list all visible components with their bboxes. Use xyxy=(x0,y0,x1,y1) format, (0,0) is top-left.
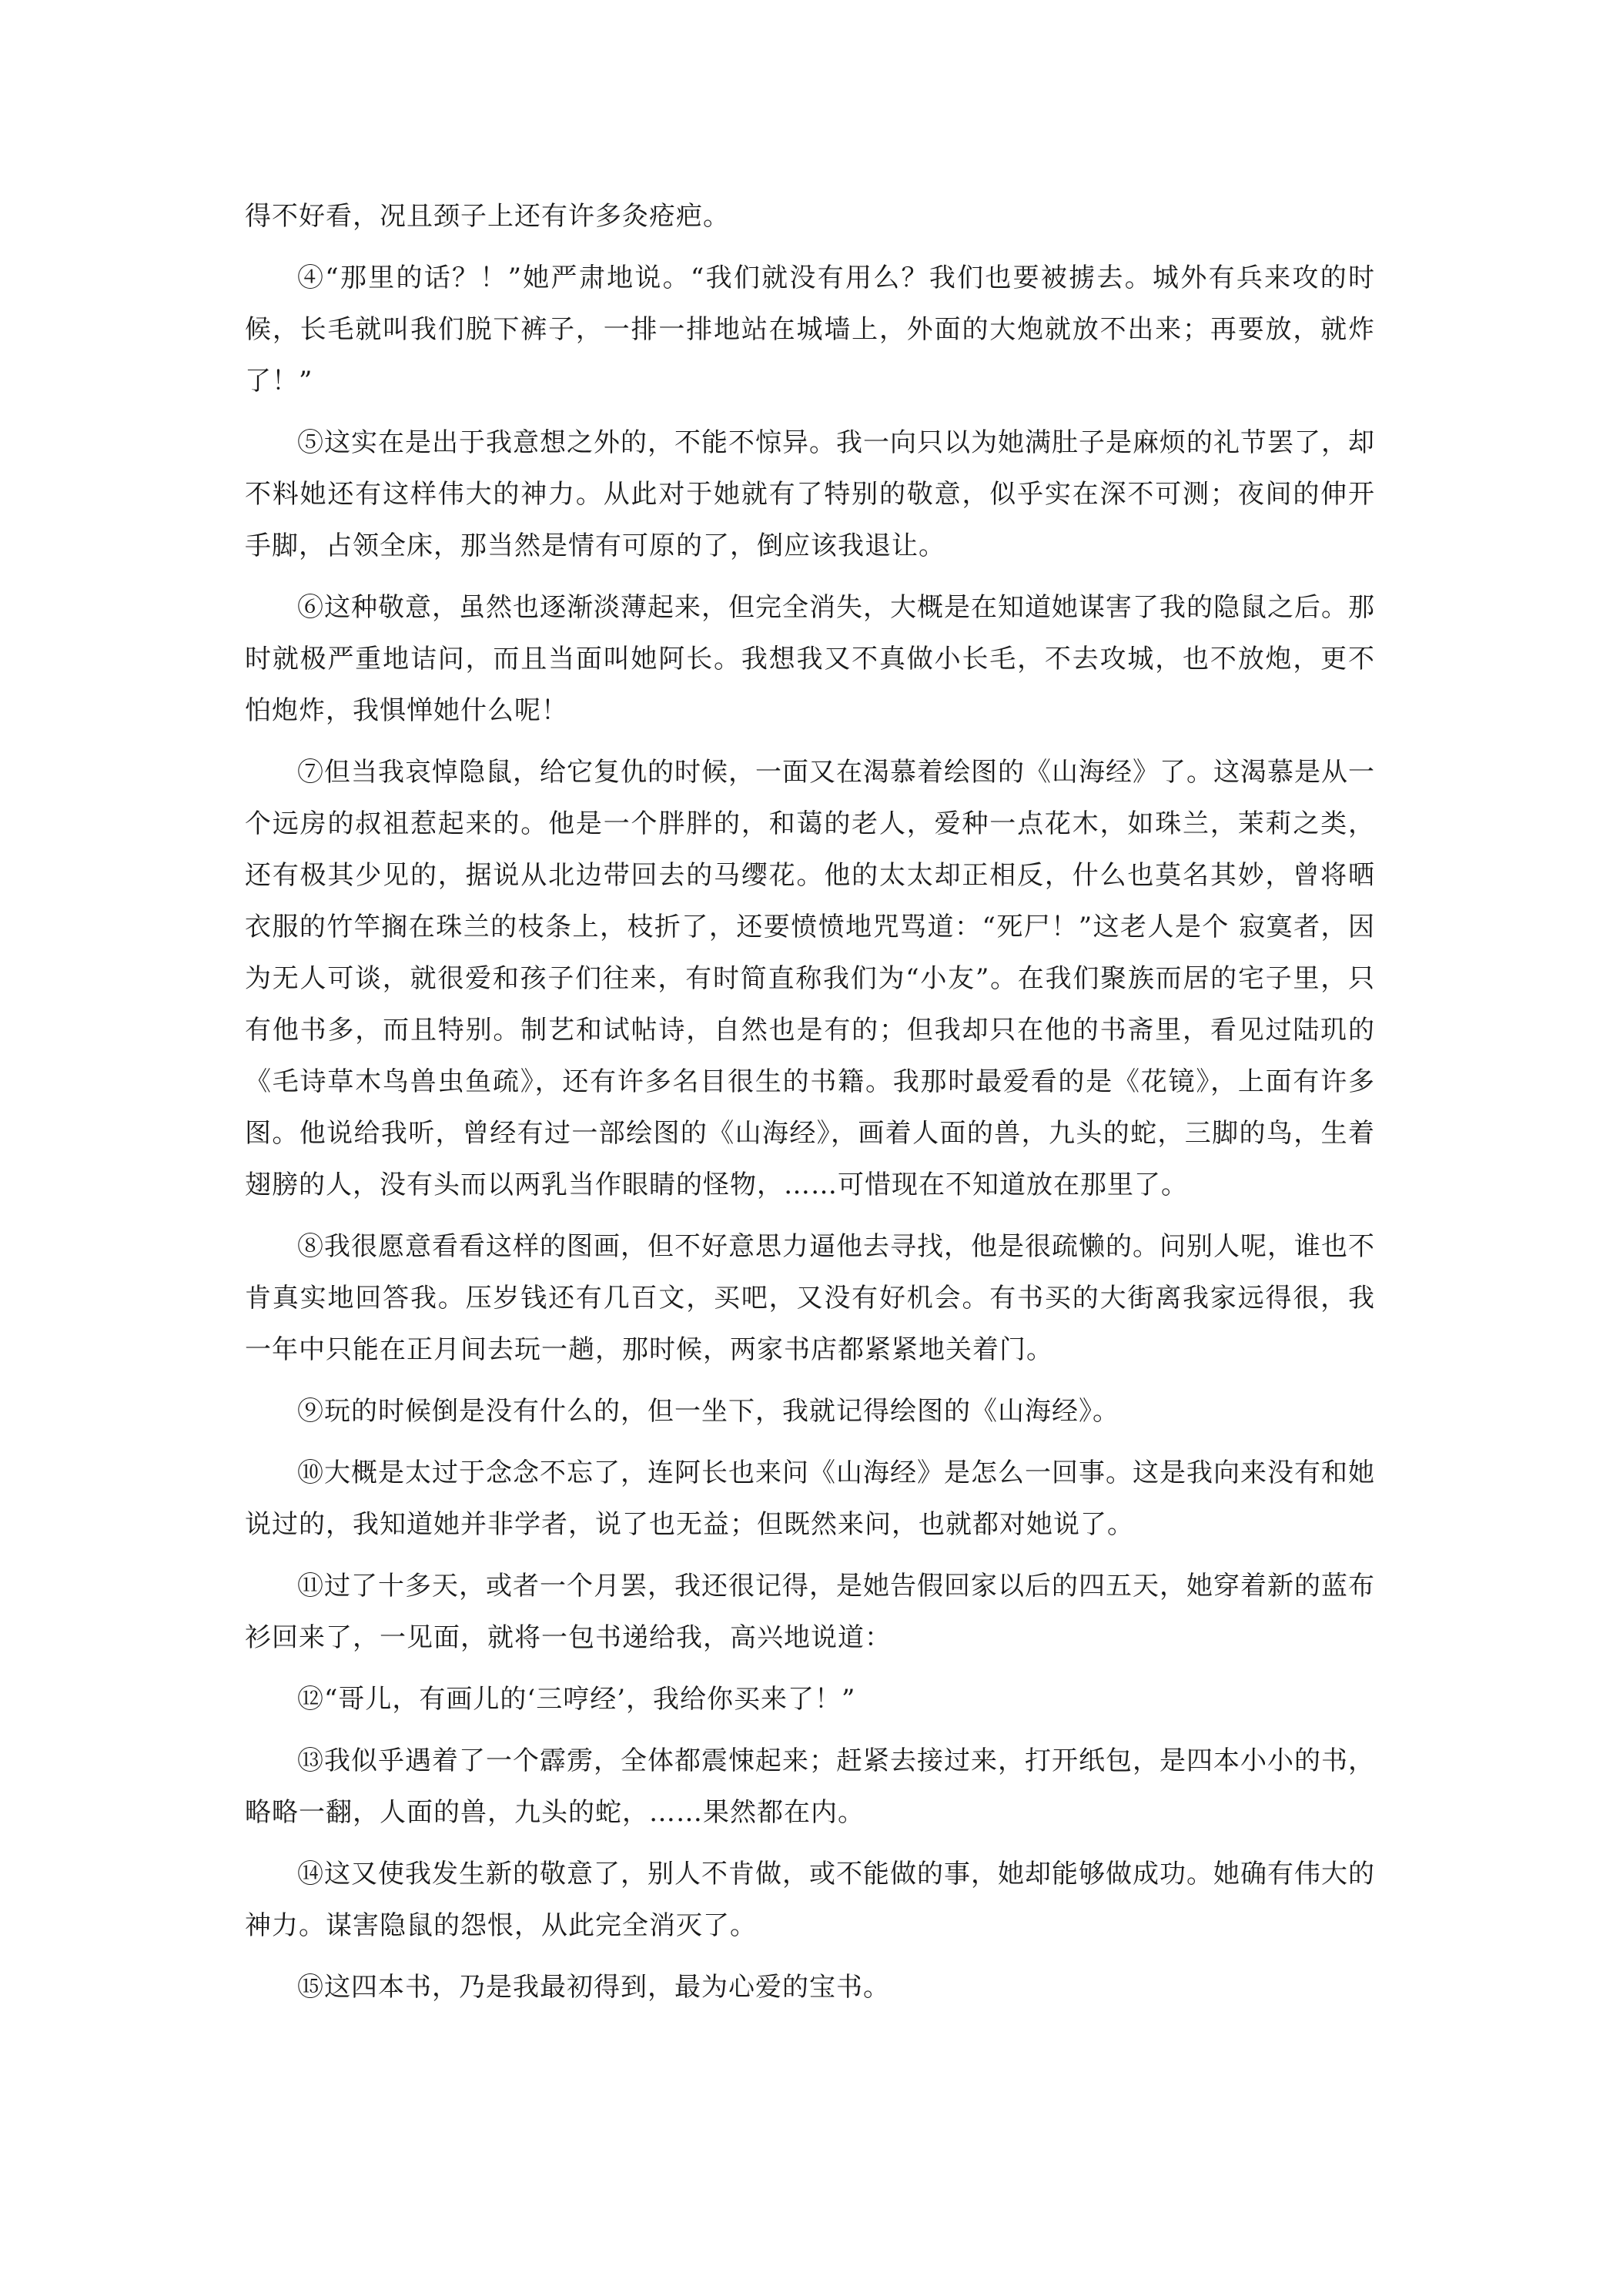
paragraph-4: ④“那里的话？！”她严肃地说。“我们就没有用么？我们也要被掳去。城外有兵来攻的时候，长毛就叫我们脱下裤子，一排一排地站在城墙上，外面的大炮就放不出来；再要放，就炸了！” xyxy=(245,263,1375,397)
paragraph-continued: 得不好看，况且颈子上还有许多灸疮疤。 xyxy=(245,201,730,232)
paragraph-11: ⑪过了十多天，或者一个月罢，我还很记得，是她告假回家以后的四五天，她穿着新的蓝布衫回来了，一见面，就将一包书递给我，高兴地说道： xyxy=(245,1571,1375,1653)
paragraph-5: ⑤这实在是出于我意想之外的，不能不惊异。我一向只以为她满肚子是麻烦的礼节罢了，却不料她还有这样伟大的神力。从此对于她就有了特别的敬意，似乎实在深不可测；夜间的伸开手脚，占领全床，那当然是情有可原的了，倒应该我退让。 xyxy=(245,427,1375,561)
paragraph-8: ⑧我很愿意看看这样的图画，但不好意思力逼他去寻找，他是很疏懒的。问别人呢，谁也不肯真实地回答我。压岁钱还有几百文，买吧，又没有好机会。有书买的大街离我家远得很，我一年中只能在正月间去玩一趟，那时候，两家书店都紧紧地关着门。 xyxy=(245,1231,1375,1365)
paragraph-9: ⑨玩的时候倒是没有什么的，但一坐下，我就记得绘图的《山海经》。 xyxy=(297,1396,1119,1427)
document-page xyxy=(245,191,1375,2023)
paragraph-7: ⑦但当我哀悼隐鼠，给它复仇的时候，一面又在渴慕着绘图的《山海经》了。这渴慕是从一个远房的叔祖惹起来的。他是一个胖胖的，和蔼的老人，爱种一点花木，如珠兰，茉莉之类，还有极其少见的，据说从北边带回去的马缨花。他的太太却正相反，什么也莫名其妙，曾将晒衣服的竹竿搁在珠兰的枝条上，枝折了，还要愤愤地咒骂道：“死尸！”这老人是个 寂寞者，因为无人可谈，就很爱和孩子们往来，有时简直称我们为“小友”。在我们聚族而居的宅子里，只有他书多，而且特别。制艺和试帖诗，自然也是有的；但我却只在他的书斋里，看见过陆玑的《毛诗草木鸟兽虫鱼疏》，还有许多名目很生的书籍。我那时最爱看的是《花镜》，上面有许多图。他说给我听，曾经有过一部绘图的《山海经》，画着人面的兽，九头的蛇，三脚的鸟，生着翅膀的人，没有头而以两乳当作眼睛的怪物，……可惜现在不知道放在那里了。 xyxy=(245,757,1375,1200)
paragraph-12: ⑫“哥儿，有画儿的‘三哼经’，我给你买来了！” xyxy=(297,1684,856,1715)
paragraph-6: ⑥这种敬意，虽然也逐渐淡薄起来，但完全消失，大概是在知道她谋害了我的隐鼠之后。那时就极严重地诘问，而且当面叫她阿长。我想我又不真做小长毛，不去攻城，也不放炮，更不怕炮炸，我惧惮她什么呢！ xyxy=(245,592,1375,726)
paragraph-14: ⑭这又使我发生新的敬意了，别人不肯做，或不能做的事，她却能够做成功。她确有伟大的神力。谋害隐鼠的怨恨，从此完全消灭了。 xyxy=(245,1859,1375,1941)
paragraph-13: ⑬我似乎遇着了一个霹雳，全体都震悚起来；赶紧去接过来，打开纸包，是四本小小的书，略略一翻，人面的兽，九头的蛇，……果然都在内。 xyxy=(245,1745,1375,1828)
paragraph-15: ⑮这四本书，乃是我最初得到，最为心爱的宝书。 xyxy=(297,1972,890,2003)
paragraph-10: ⑩大概是太过于念念不忘了，连阿长也来问《山海经》是怎么一回事。这是我向来没有和她说过的，我知道她并非学者，说了也无益；但既然来问，也就都对她说了。 xyxy=(245,1458,1375,1540)
